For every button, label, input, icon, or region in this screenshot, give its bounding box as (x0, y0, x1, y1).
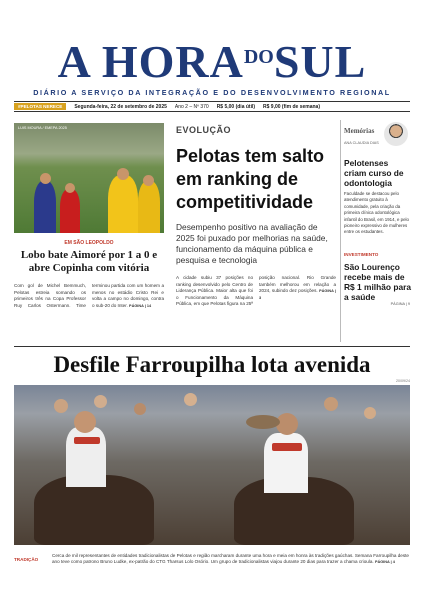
title-part-do: DO (243, 46, 274, 68)
center-story-page[interactable]: PÁGINA | 3 (259, 289, 336, 300)
masthead (14, 34, 410, 97)
main-caption (52, 553, 410, 566)
parade-photo[interactable] (14, 385, 410, 545)
center-story-text: A cidade subiu 37 posições no ranking desenvolvido pelo Centro de Liderança Pública. Maior alta que foi o Funcionamento da Máquina Pública, em que Pelotas figura na 25ª posição nacional. Rio Grande também melhorou em relação a 2024, subindo dez posições. (176, 275, 336, 307)
photo-credit: LUIS MOURA / EMEPA 2025 (18, 126, 67, 130)
dateline-bar (14, 101, 410, 112)
right-story2-kicker: INVESTIMENTO (344, 252, 379, 257)
left-story-headline[interactable]: Lobo bate Aimoré por 1 a 0 e abre Copinha com vitória (20, 249, 158, 274)
hashtag-badge[interactable]: #PELOTAS NERECE (14, 103, 66, 110)
newspaper-tagline: DIÁRIO A SERVIÇO DA INTEGRAÇÃO E DO DESENVOLVIMENTO REGIONAL (33, 88, 391, 97)
issue-date: Segunda-feira, 22 de setembro de 2025 (74, 103, 167, 110)
column-divider (340, 120, 341, 342)
main-caption-text: Cerca de mil representantes de entidades tradicionalistas de Pelotas e região marcharam durante uma hora e meia em honra às tradições gaúchas. Semana Farroupilha deste ano teve como patrono Bruno Ludke, ex-patrão do CTG Tharsus Lolo Osório. Um grupo de tradicionalistas viajou durante 20 dias para trazer a chama crioula. (52, 553, 409, 565)
price-weekday: R$ 5,00 (dia útil) (216, 103, 256, 110)
center-story-deck: Desempenho positivo na avaliação de 2025 foi puxado por melhorias na saúde, funcionamento da máquina pública e pesquisa e tecnologia (176, 222, 328, 265)
section-divider (14, 346, 410, 347)
right-story2-headline[interactable]: São Lourenço recebe mais de R$ 1 milhão para a saúde (344, 262, 412, 302)
title-part-b: SUL (273, 36, 367, 87)
left-story-body (14, 283, 164, 309)
soccer-match-photo[interactable] (14, 123, 164, 233)
center-story-headline[interactable]: Pelotas tem salto em ranking de competitividade (176, 146, 325, 212)
left-story-page[interactable]: PÁGINA | 14 (129, 303, 152, 308)
columnist-avatar (384, 122, 408, 146)
right-story1-headline[interactable]: Pelotenses criam curso de odontologia (344, 158, 404, 188)
memorias-author: ANA CLAUDIA DIAS (344, 141, 379, 145)
title-part-a: A HORA (57, 36, 244, 87)
price-weekend: R$ 9,00 (fim de semana) (263, 103, 320, 110)
issue-edition: Ano 2 – Nº 370 (174, 103, 209, 110)
main-headline[interactable]: Desfile Farroupilha lota avenida (53, 352, 371, 377)
newspaper-title[interactable] (14, 34, 410, 85)
main-photo-credit: 20/09/24 (396, 379, 410, 383)
right-story1-body: Faculdade se destacou pelo atendimento gratuito à comunidade, pela criação da primeira clínica odontológica infantil do Brasil, em 1914, e pelo pioneiro expressivo de mulheres entre os estudantes. (344, 191, 409, 235)
caption-tag: TRADIÇÃO (14, 557, 39, 562)
center-story-body (176, 275, 336, 308)
left-story-text: Com gol de Michel Bemmuch, Pelotas estreia somando os primeiros três na Copa Professor Ruy Carlos Ostermann. Time terminou partida com um homem a menos no estádio Cristo Rei e volta a campo no domingo, contra o sub-20 do Inter. (14, 283, 164, 308)
right-story2-page[interactable]: PÁGINA | 9 (390, 302, 410, 306)
center-story-kicker: EVOLUÇÃO (176, 125, 232, 135)
memorias-label[interactable]: Memórias (344, 127, 375, 135)
left-story-kicker: EM SÃO LEOPOLDO (64, 240, 114, 246)
main-story-page[interactable]: PÁGINA | 4 (374, 560, 395, 565)
